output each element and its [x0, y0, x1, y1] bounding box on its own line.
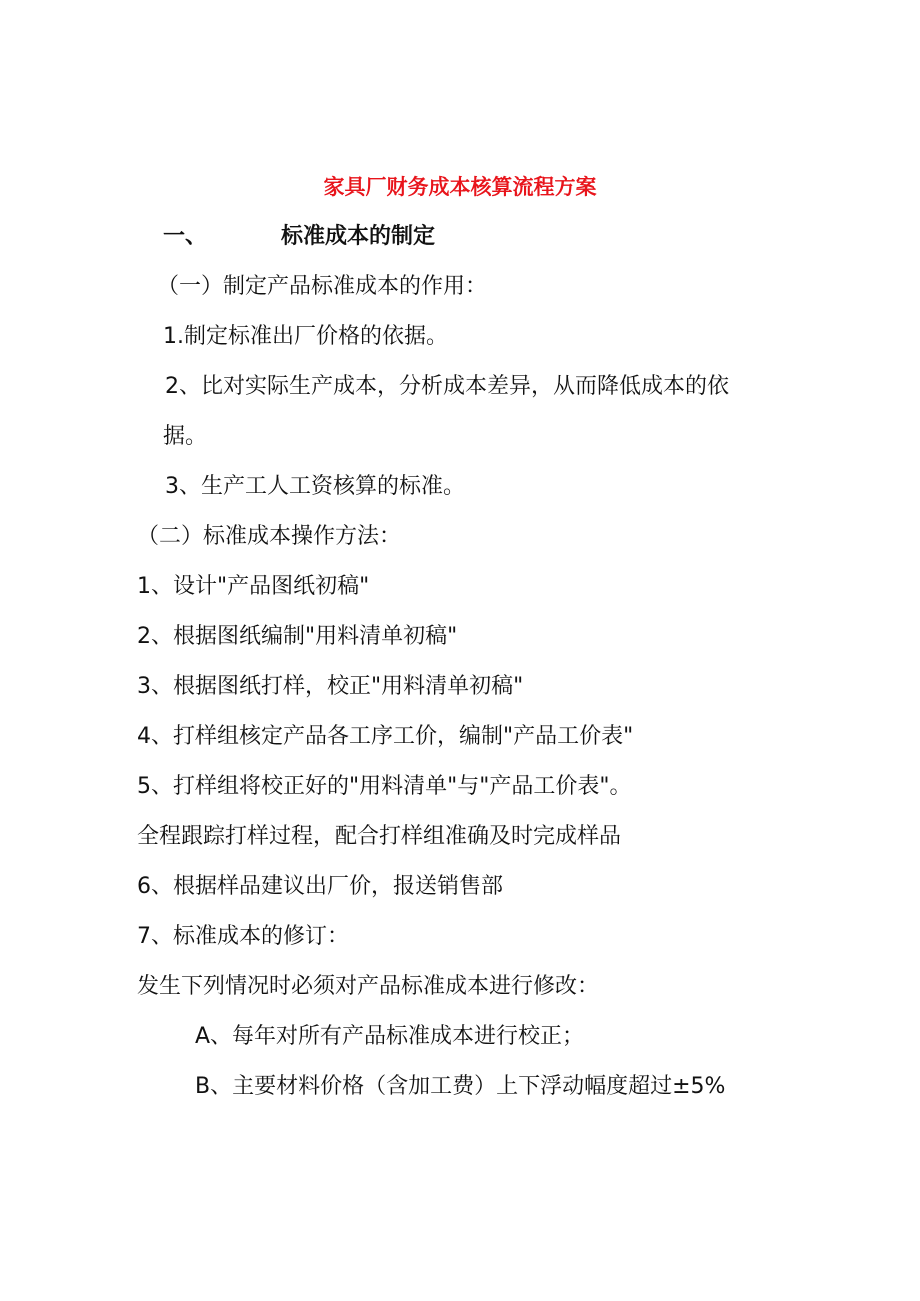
section-heading-text-1: 标准成本的制定: [281, 224, 436, 249]
sub-list-item: A、每年对所有产品标准成本进行校正；: [195, 1024, 585, 1049]
paragraph: 发生下列情况时必须对产品标准成本进行修改：: [137, 974, 600, 999]
section-heading-1: [163, 222, 435, 252]
list-item: 3、生产工人工资核算的标准。: [165, 474, 465, 499]
list-item: 1、设计"产品图纸初稿": [137, 574, 370, 599]
list-item: 2、比对实际生产成本，分析成本差异，从而降低成本的依: [165, 374, 729, 399]
list-item-continuation: 据。: [163, 424, 208, 449]
subsection-heading-2: （二）标准成本操作方法：: [137, 524, 402, 549]
sub-list-item: B、主要材料价格（含加工费）上下浮动幅度超过±5%: [195, 1074, 726, 1099]
list-item: 3、根据图纸打样，校正"用料清单初稿": [137, 674, 524, 699]
list-item: 5、打样组将校正好的"用料清单"与"产品工价表"。: [137, 774, 632, 799]
document-title: 家具厂财务成本核算流程方案: [323, 175, 597, 199]
paragraph: 全程跟踪打样过程，配合打样组准确及时完成样品: [137, 824, 622, 849]
section-number-1: 一、: [163, 224, 208, 249]
subsection-heading-1: （一）制定产品标准成本的作用：: [157, 274, 488, 299]
list-item: 7、标准成本的修订：: [137, 924, 349, 949]
list-item: 1.制定标准出厂价格的依据。: [163, 324, 448, 349]
list-item: 6、根据样品建议出厂价，报送销售部: [137, 874, 503, 899]
list-item: 4、打样组核定产品各工序工价，编制"产品工价表": [137, 724, 634, 749]
list-item: 2、根据图纸编制"用料清单初稿": [137, 624, 458, 649]
